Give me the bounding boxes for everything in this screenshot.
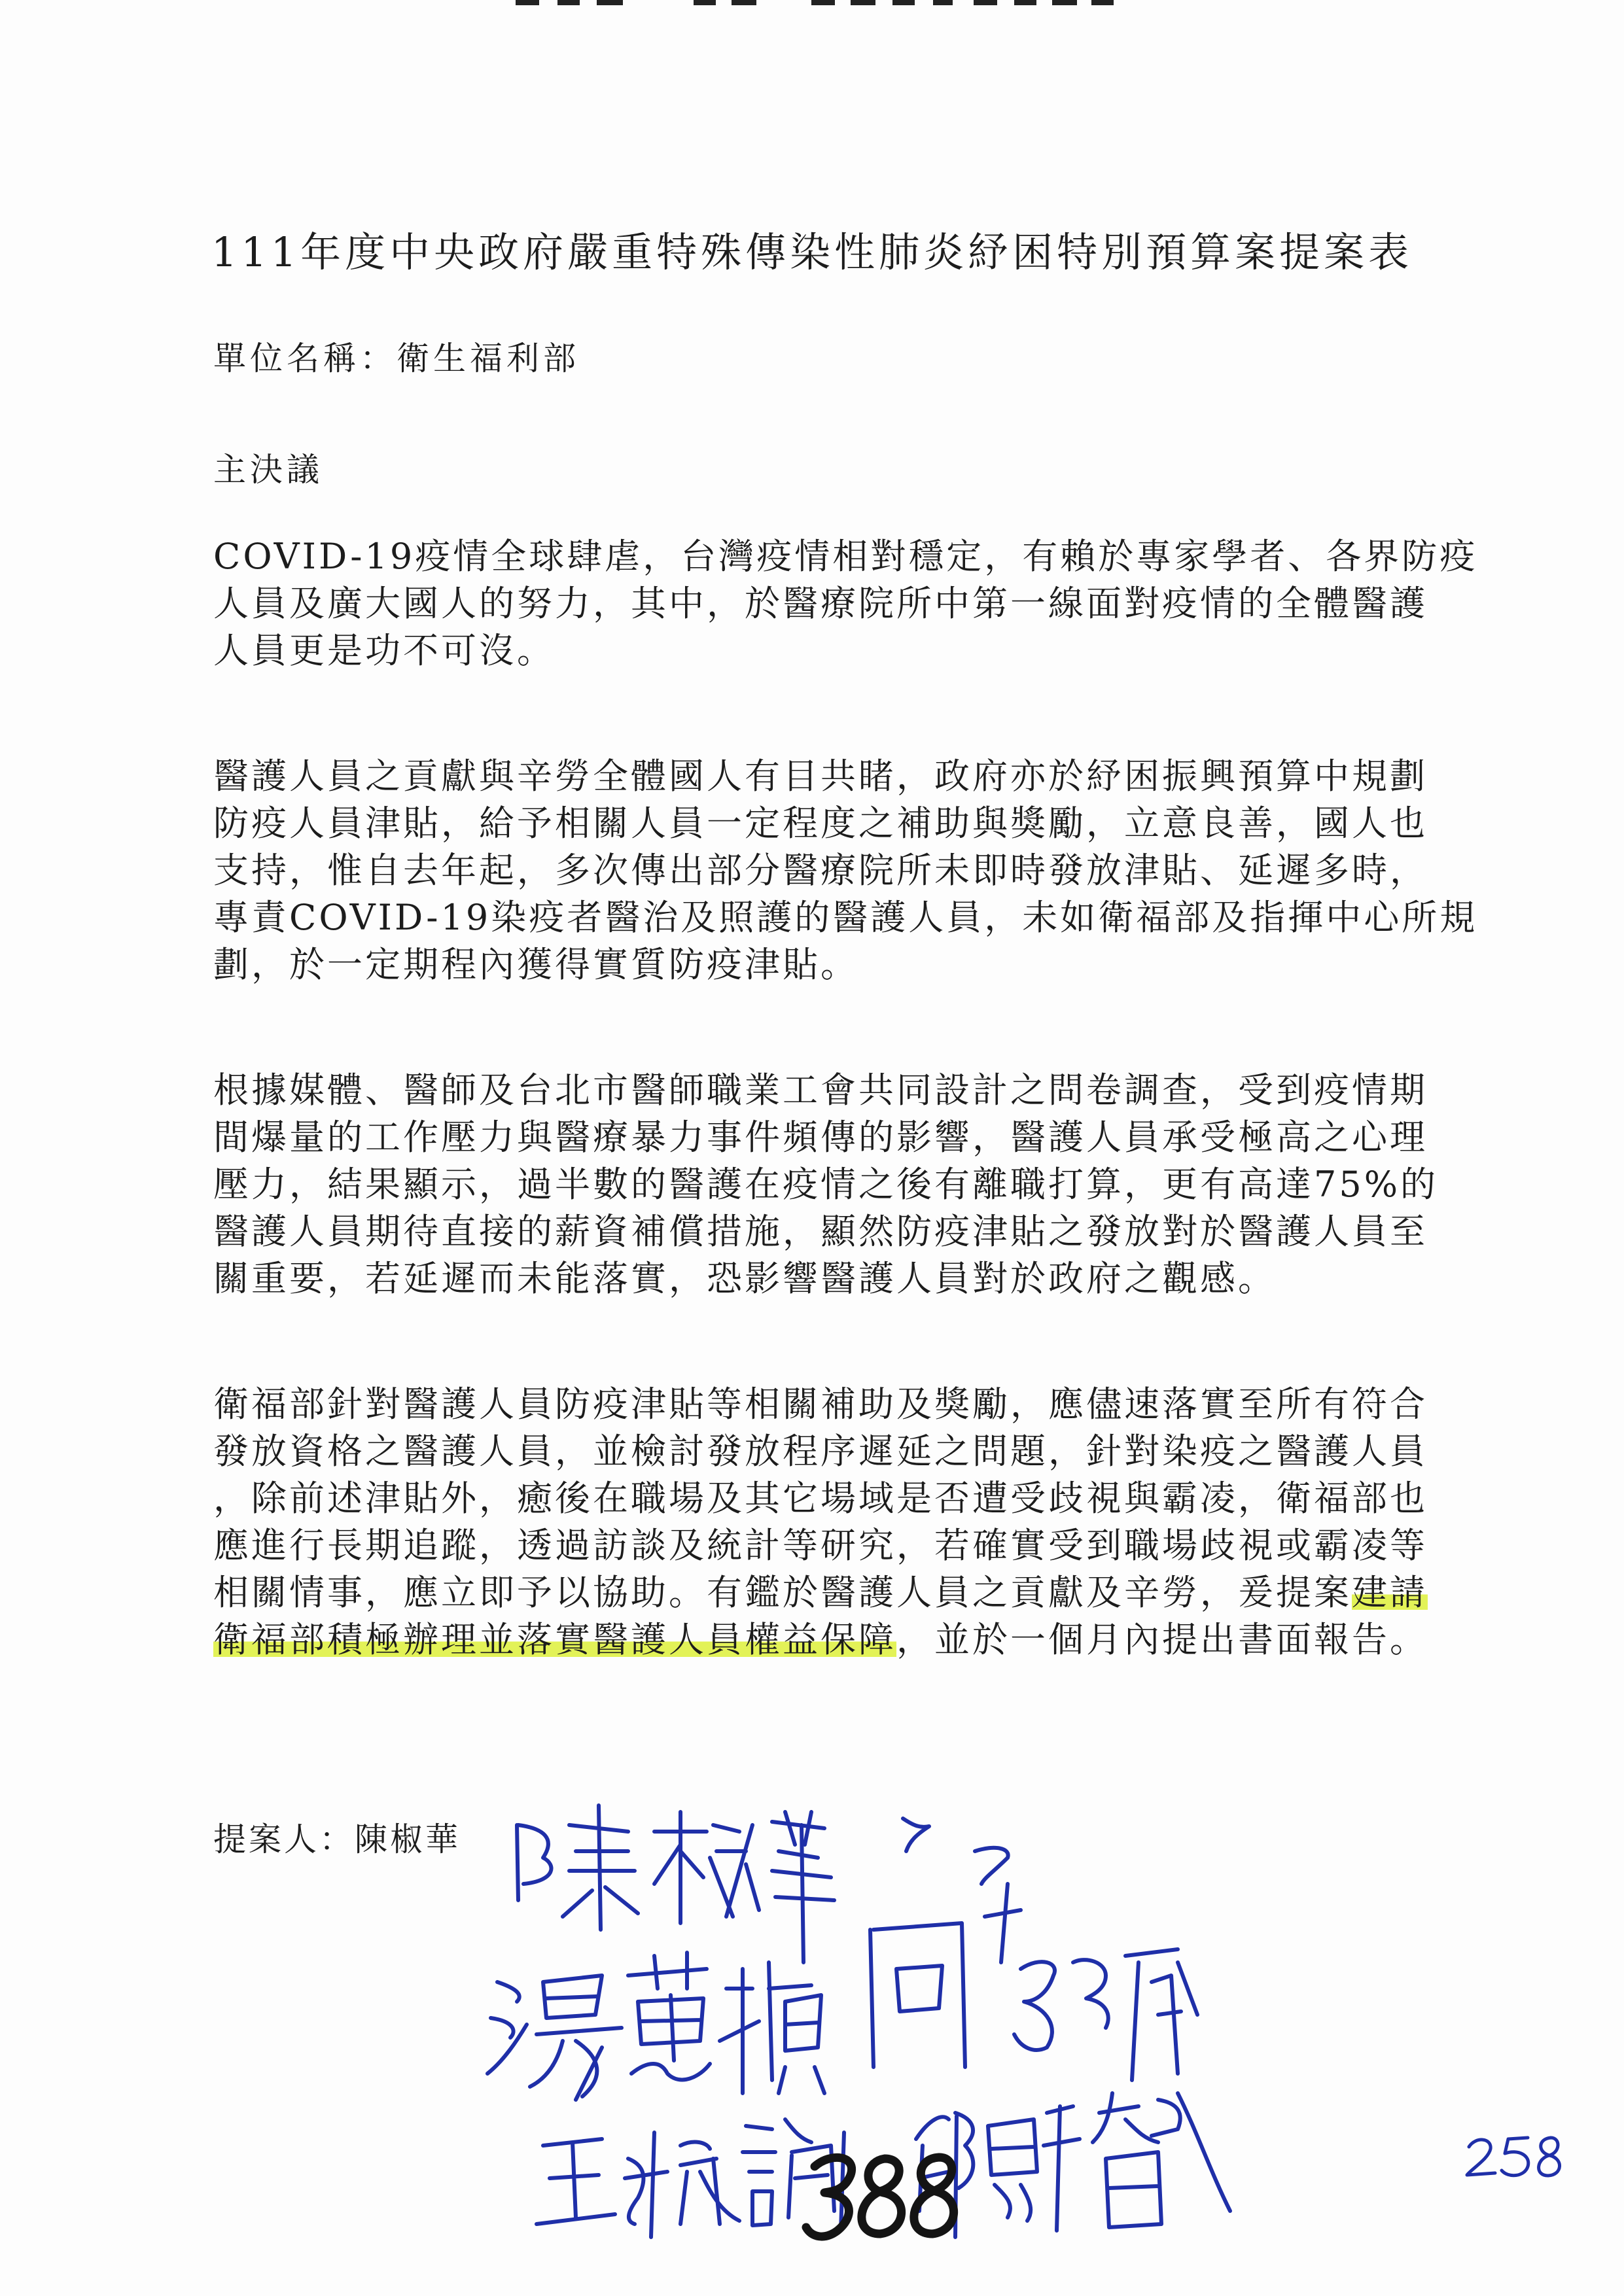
text-line: 醫護人員之貢獻與辛勞全體國人有目共睹，政府亦於紓困振興預算中規劃 — [213, 756, 1428, 797]
text-line: 壓力，結果顯示，過半數的醫護在疫情之後有離職打算，更有高達75%的 — [213, 1164, 1439, 1205]
text-line: 根據媒體、醫師及台北市醫師職業工會共同設計之問卷調查，受到疫情期 — [213, 1070, 1428, 1111]
text-segment: ，並於一個月內提出書面報告。 — [896, 1619, 1428, 1660]
handwritten-number-388 — [806, 2157, 954, 2236]
proposer-label: 提案人：陳椒華 — [213, 1820, 461, 1858]
text-segment: 相關情事，應立即予以協助。有鑑於醫護人員之貢獻及辛勞，爰提案 — [213, 1572, 1352, 1613]
text-line: ，除前述津貼外，癒後在職場及其它場域是否遭受歧視與霸凌，衛福部也 — [213, 1478, 1428, 1519]
signature-tang-hui-zhen — [487, 1953, 824, 2100]
text-line: 劃，於一定期程內獲得實質防疫津貼。 — [213, 944, 858, 985]
paragraph-4 — [213, 1381, 1456, 1663]
text-line: 醫護人員期待直接的薪資補償措施，顯然防疫津貼之發放對於醫護人員至 — [213, 1211, 1428, 1252]
document-title: 111年度中央政府嚴重特殊傳染性肺炎紓困特別預算案提案表 — [211, 228, 1413, 276]
paragraph-1 — [213, 533, 1478, 674]
scan-edge-marks — [0, 0, 1624, 10]
text-line — [213, 1569, 1456, 1616]
text-line: 支持，惟自去年起，多次傳出部分醫療院所未即時發放津貼、延遲多時， — [213, 850, 1428, 891]
text-line: 應進行長期追蹤，透過訪談及統計等研究，若確實受到職場歧視或霸凌等 — [213, 1525, 1428, 1566]
unit-name: 單位名稱：衛生福利部 — [213, 339, 580, 377]
signature-chen-jiao-hua — [517, 1805, 834, 1962]
handwritten-page-number-258 — [1467, 2138, 1560, 2176]
text-line: 關重要，若延遲而未能落實，恐影響醫護人員對於政府之觀感。 — [213, 1258, 1276, 1299]
text-line — [213, 1616, 1456, 1663]
text-line: 發放資格之醫護人員，並檢討發放程序遲延之問題，針對染疫之醫護人員 — [213, 1431, 1428, 1472]
text-line: 人員及廣大國人的努力，其中，於醫療院所中第一線面對疫情的全體醫護 — [213, 583, 1428, 624]
highlighted-text: 建請 — [1352, 1572, 1428, 1613]
text-line: 衛福部針對醫護人員防疫津貼等相關補助及獎勵，應儘速落實至所有符合 — [213, 1383, 1428, 1425]
paragraph-2 — [213, 753, 1478, 988]
text-line: COVID-19疫情全球肆虐，台灣疫情相對穩定，有賴於專家學者、各界防疫 — [213, 536, 1478, 577]
highlighted-text: 衛福部積極辦理並落實醫護人員權益保障 — [213, 1619, 896, 1660]
text-line: 專責COVID-19染疫者醫治及照護的醫護人員，未如衛福部及指揮中心所規 — [213, 897, 1478, 938]
text-line: 間爆量的工作壓力與醫療暴力事件頻傳的影響，醫護人員承受極高之心理 — [213, 1117, 1428, 1158]
text-line: 人員更是功不可沒。 — [213, 630, 555, 671]
resolution-body — [213, 533, 1478, 1742]
text-line: 防疫人員津貼，給予相關人員一定程度之補助與獎勵，立意良善，國人也 — [213, 803, 1428, 844]
signature-qiu-xian-zhi — [916, 2093, 1230, 2237]
signature-gao-jia-yu — [870, 1818, 1197, 2080]
section-heading: 主決議 — [213, 451, 323, 489]
signature-wang-wan-yu — [537, 2119, 844, 2237]
paragraph-3 — [213, 1067, 1456, 1302]
